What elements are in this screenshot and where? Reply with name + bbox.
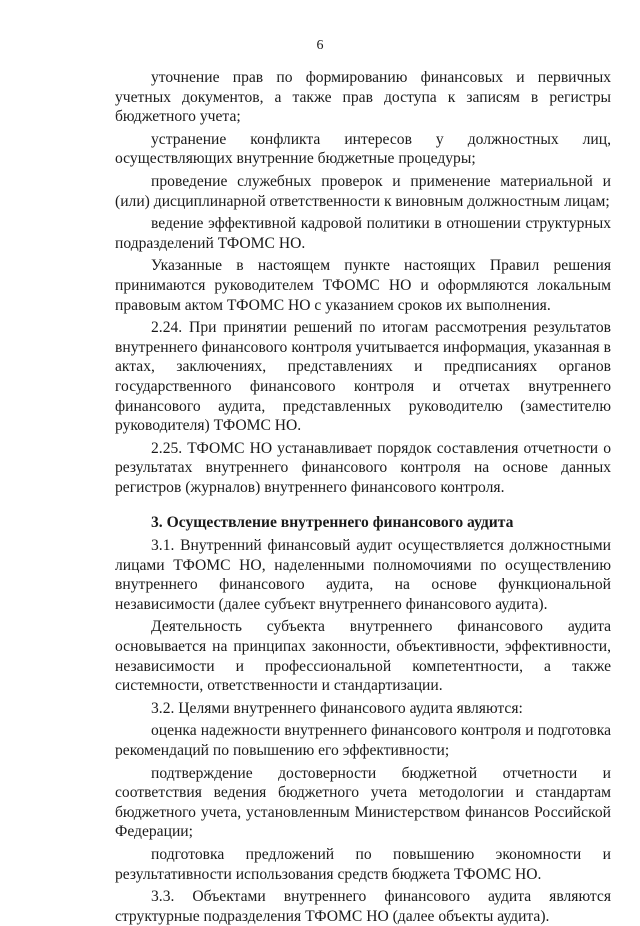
paragraph-decisions: Указанные в настоящем пункте настоящих Правил решения принимаются руководителем ТФОМС НО и оформляются локальным правовым актом ТФОМС НО с указанием сроков их выполнения. [115, 257, 611, 314]
paragraph-reliability-assessment: оценка надежности внутреннего финансового контроля и подготовка рекомендаций по повышению его эффективности; [115, 722, 611, 759]
paragraph-audit-principles: Деятельность субъекта внутреннего финансового аудита основывается на принципах законности, объективности, эффективности, независимости и профессиональной компетентности, а также системности, ответственности и стандартизации. [115, 618, 611, 695]
paragraph-3-2: 3.2. Целями внутреннего финансового аудита являются: [151, 699, 523, 717]
paragraph-hr-policy: ведение эффективной кадровой политики в отношении структурных подразделений ТФОМС НО. [115, 215, 611, 252]
section-heading-3: 3. Осуществление внутреннего финансового аудита [151, 514, 514, 532]
paragraph-rights-clarification: уточнение прав по формированию финансовых и первичных учетных документов, а также прав доступа к записям в регистры бюджетного учета; [115, 69, 611, 126]
paragraph-3-1: 3.1. Внутренний финансовый аудит осуществляется должностными лицами ТФОМС НО, наделенными полномочиями по осуществлению внутреннего финансового аудита, на основе функциональной независимости (далее субъект внутреннего финансового аудита). [115, 537, 611, 613]
page-number: 6 [316, 38, 324, 53]
document-body [115, 68, 611, 926]
paragraph-conflict-of-interest: устранение конфликта интересов у должностных лиц, осуществляющих внутренние бюджетные процедуры; [115, 130, 611, 168]
paragraph-2-24: 2.24. При принятии решений по итогам рассмотрения результатов внутреннего финансового контроля учитывается информация, указанная в актах, заключениях, представлениях и предписаниях органов государственного финансового контроля и отчетах внутреннего финансового аудита, представленных руководителю (заместителю руководителя) ТФОМС НО. [115, 319, 611, 435]
paragraph-reporting-accuracy: подтверждение достоверности бюджетной отчетности и соответствия ведения бюджетного учета методологии и стандартам бюджетного учета, установленным Министерством финансов Российской Федерации; [115, 764, 611, 841]
paragraph-3-3: 3.3. Объектами внутреннего финансового аудита являются структурные подразделения ТФОМС НО (далее объекты аудита). [115, 888, 611, 925]
paragraph-2-25: 2.25. ТФОМС НО устанавливает порядок составления отчетности о результатах внутреннего финансового контроля на основе данных регистров (журналов) внутреннего финансового контроля. [115, 439, 611, 496]
paragraph-efficiency-proposals: подготовка предложений по повышению экономности и результативности использования средств бюджета ТФОМС НО. [115, 845, 611, 883]
paragraph-internal-investigations: проведение служебных проверок и применение материальной и (или) дисциплинарной ответственности к виновным должностным лицам; [115, 172, 611, 210]
